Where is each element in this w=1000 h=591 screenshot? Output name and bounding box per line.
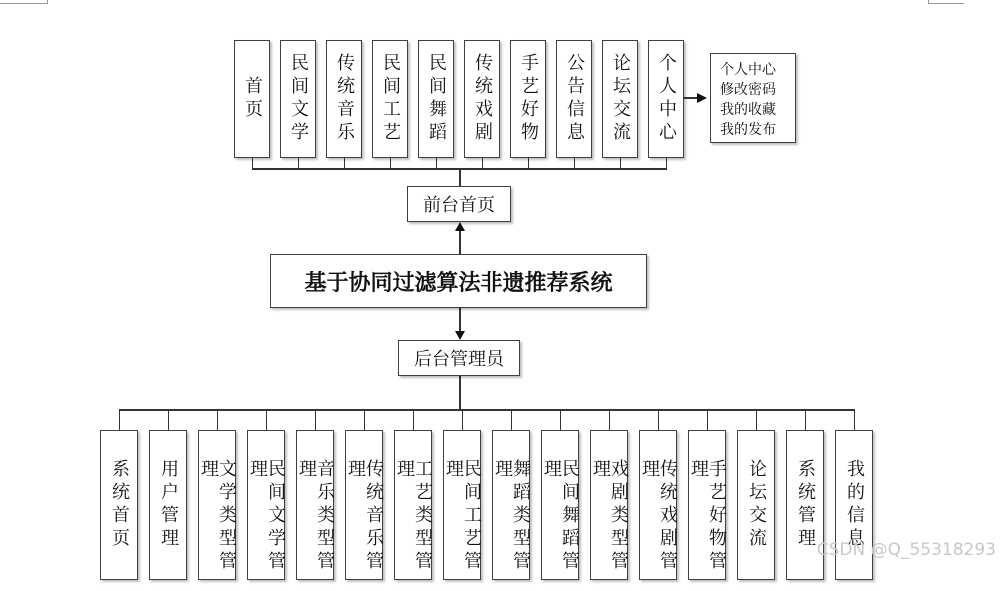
backend-drop-line (658, 410, 659, 430)
backend-item-4 (296, 430, 334, 580)
backend-drop-line (413, 410, 414, 430)
page-corner-mark-right (928, 0, 964, 4)
csdn-watermark: CSDN @Q_55318293 (816, 540, 996, 560)
frontend-item-3-label: 民间工艺 (380, 53, 401, 145)
frontend-item-7-label: 公告信息 (564, 53, 585, 145)
backend-drop-line (854, 410, 855, 430)
backend-item-4-label: 音乐类型管理 (296, 459, 335, 574)
frontend-drop-line (574, 158, 575, 168)
backend-drop-line (756, 410, 757, 430)
backend-item-12 (688, 430, 726, 580)
backend-item-0-label: 系统首页 (109, 459, 130, 551)
backend-admin-label: 后台管理员 (414, 349, 504, 370)
title-to-frontend-arrow (455, 222, 465, 231)
backend-item-11 (639, 430, 677, 580)
frontend-drop-line (620, 158, 621, 168)
backend-item-7 (443, 430, 481, 580)
backend-item-9-label: 民间舞蹈管理 (541, 459, 580, 574)
backend-item-3 (247, 430, 285, 580)
frontend-item-4 (418, 40, 454, 158)
frontend-drop-line (666, 158, 667, 168)
frontend-item-3 (372, 40, 408, 158)
backend-item-2-label: 文学类型管理 (198, 459, 237, 574)
frontend-drop-line (528, 158, 529, 168)
frontend-drop-line (390, 158, 391, 168)
frontend-home-node (407, 186, 511, 222)
backend-drop-line (315, 410, 316, 430)
backend-drop-line (217, 410, 218, 430)
backend-item-9 (541, 430, 579, 580)
backend-item-13-label: 论坛交流 (746, 459, 767, 551)
frontend-item-4-label: 民间舞蹈 (426, 53, 447, 145)
frontend-drop-line (482, 158, 483, 168)
backend-item-12-label: 手艺好物管理 (688, 459, 727, 574)
frontend-drop-line (298, 158, 299, 168)
backend-admin-node (398, 340, 520, 376)
frontend-stem-line (459, 168, 461, 186)
personal-center-submenu (710, 53, 796, 143)
frontend-drop-line (344, 158, 345, 168)
page-corner-mark-left (0, 0, 48, 4)
frontend-drop-line (436, 158, 437, 168)
submenu-item: 我的收藏 (720, 102, 776, 118)
backend-drop-line (609, 410, 610, 430)
frontend-item-6 (510, 40, 546, 158)
system-title: 基于协同过滤算法非遗推荐系统 (304, 269, 613, 296)
backend-drop-line (266, 410, 267, 430)
backend-stem-line (459, 376, 461, 410)
frontend-item-6-label: 手艺好物 (518, 53, 539, 145)
backend-bus-line (119, 409, 855, 411)
backend-drop-line (805, 410, 806, 430)
frontend-item-1-label: 民间文学 (288, 53, 309, 145)
backend-item-15-label: 我的信息 (844, 459, 865, 551)
backend-item-14-label: 系统管理 (795, 459, 816, 551)
submenu-item: 个人中心 (720, 62, 776, 78)
submenu-item: 修改密码 (720, 82, 776, 98)
backend-drop-line (707, 410, 708, 430)
backend-drop-line (511, 410, 512, 430)
backend-drop-line (364, 410, 365, 430)
backend-item-2 (198, 430, 236, 580)
title-to-backend-arrow (455, 331, 465, 340)
backend-item-8 (492, 430, 530, 580)
backend-item-7-label: 民间工艺管理 (443, 459, 482, 574)
frontend-item-5-label: 传统戏剧 (472, 53, 493, 145)
frontend-item-1 (280, 40, 316, 158)
frontend-item-0 (234, 40, 270, 158)
system-title-node (270, 254, 647, 308)
frontend-item-0-label: 首页 (242, 76, 263, 122)
frontend-item-5 (464, 40, 500, 158)
frontend-item-2-label: 传统音乐 (334, 53, 355, 145)
frontend-item-9-label: 个人中心 (656, 53, 677, 145)
frontend-item-7 (556, 40, 592, 158)
backend-item-1 (149, 430, 187, 580)
submenu-arrow-head (697, 93, 707, 103)
title-to-backend-line (459, 308, 461, 332)
frontend-item-8 (602, 40, 638, 158)
backend-item-10 (590, 430, 628, 580)
backend-item-0 (100, 430, 138, 580)
backend-item-6 (394, 430, 432, 580)
backend-drop-line (462, 410, 463, 430)
submenu-item: 我的发布 (720, 122, 776, 138)
title-to-frontend-line (459, 231, 461, 254)
backend-drop-line (168, 410, 169, 430)
frontend-drop-line (252, 158, 253, 168)
frontend-item-2 (326, 40, 362, 158)
backend-item-3-label: 民间文学管理 (247, 459, 286, 574)
backend-item-8-label: 舞蹈类型管理 (492, 459, 531, 574)
backend-drop-line (560, 410, 561, 430)
backend-item-6-label: 工艺类型管理 (394, 459, 433, 574)
frontend-item-9 (648, 40, 684, 158)
frontend-home-label: 前台首页 (423, 195, 495, 216)
frontend-item-8-label: 论坛交流 (610, 53, 631, 145)
backend-item-5 (345, 430, 383, 580)
backend-item-11-label: 传统戏剧管理 (639, 459, 678, 574)
backend-item-5-label: 传统音乐管理 (345, 459, 384, 574)
backend-drop-line (119, 410, 120, 430)
backend-item-1-label: 用户管理 (158, 459, 179, 551)
backend-item-10-label: 戏剧类型管理 (590, 459, 629, 574)
backend-item-13 (737, 430, 775, 580)
